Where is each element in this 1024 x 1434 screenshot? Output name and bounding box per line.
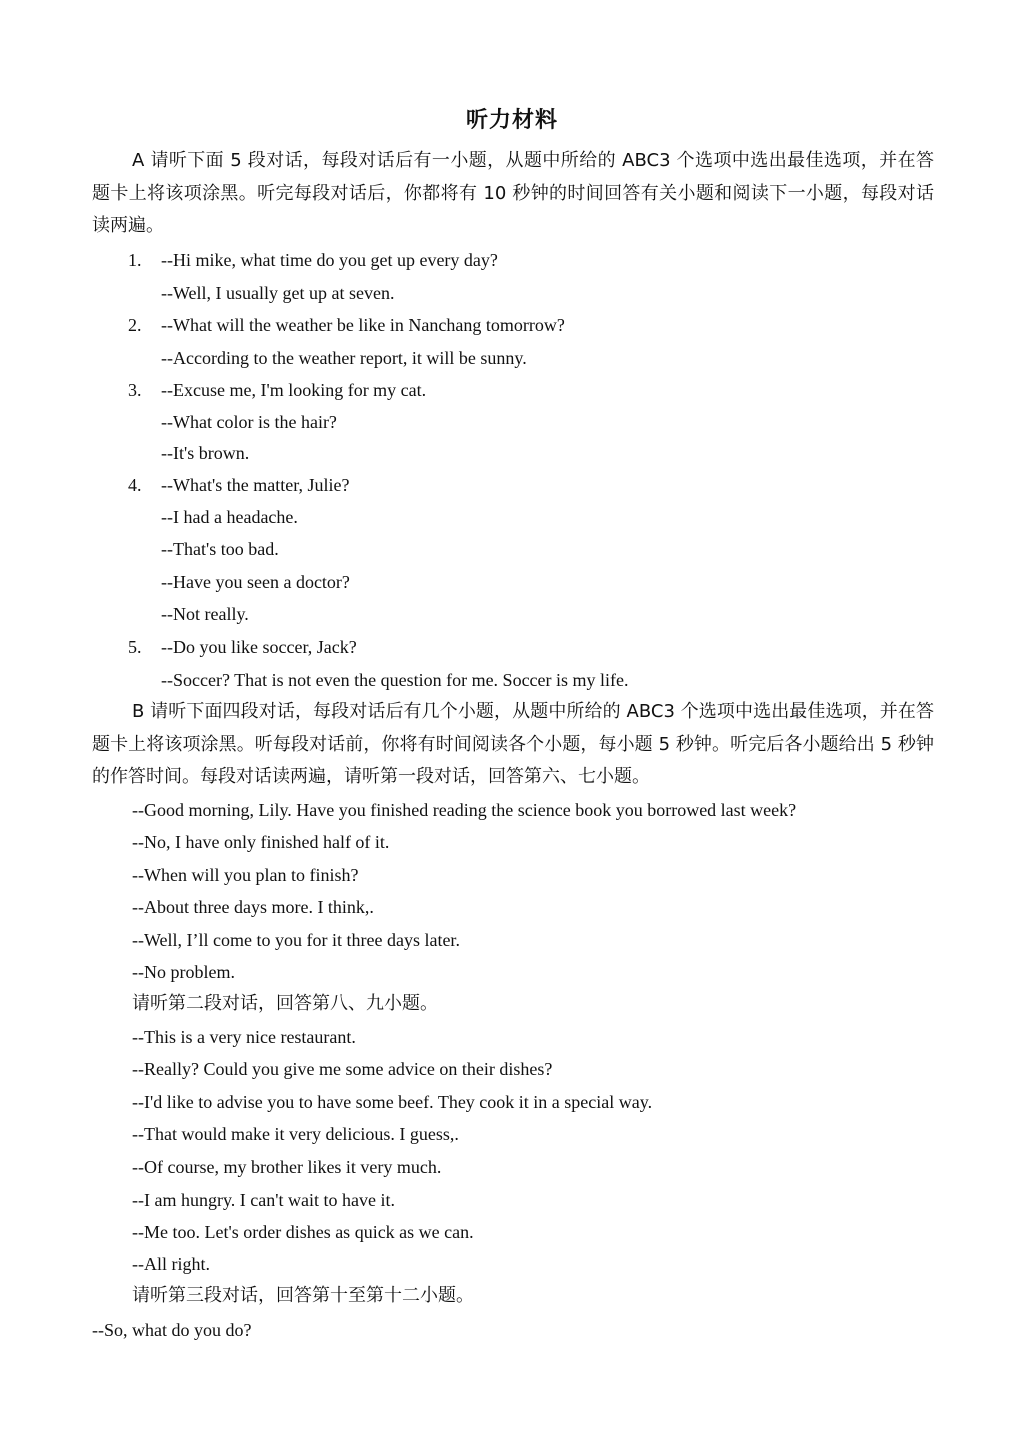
page-title: 听力材料 [465,107,558,133]
dialogue-line: --All right. [132,1254,210,1274]
dialogue-line: --That's too bad. [161,539,279,559]
dialogue-line: --This is a very nice restaurant. [132,1027,356,1047]
dialogue-line: --No, I have only finished half of it. [132,832,390,852]
dialogue-line: --According to the weather report, it will be sunny. [161,348,527,368]
dialogue-line: --That would make it very delicious. I guess,. [132,1124,459,1144]
dialogue-line: --What will the weather be like in Nanchang tomorrow? [161,315,565,335]
item-number: 1. [128,250,142,270]
dialogue-line: --What's the matter, Julie? [161,475,350,495]
dialogue-line: --Good morning, Lily. Have you finished reading the science book you borrowed last week? [132,800,797,820]
dialogue-line: --Well, I usually get up at seven. [161,283,395,303]
dialogue-heading: 请听第三段对话，回答第十至第十二小题。 [132,1285,474,1306]
dialogue-line: --Me too. Let's order dishes as quick as we can. [132,1222,474,1242]
dialogue-line: --When will you plan to finish? [132,865,359,885]
item-number: 2. [128,315,142,335]
dialogue-line: --Hi mike, what time do you get up every day? [161,250,498,270]
item-number: 3. [128,380,142,400]
dialogue-line: --About three days more. I think,. [132,897,374,917]
dialogue-line: --Of course, my brother likes it very much. [132,1157,442,1177]
dialogue-line: --It's brown. [161,443,250,463]
dialogue-heading: 请听第二段对话，回答第八、九小题。 [132,993,438,1014]
section-b-instructions: B 请听下面四段对话，每段对话后有几个小题，从题中所给的 ABC3 个选项中选出最佳选项，并在答题卡上将该项涂黑。听每段对话前，你将有时间阅读各个小题，每小题 5 秒钟。听完后各小题给出 5 秒钟的作答时间。每段对话读两遍，请听第一段对话，回答第六、七小题。 [92,701,934,787]
dialogue-line: --What color is the hair? [161,412,337,432]
dialogue-line: --Excuse me, I'm looking for my cat. [161,380,427,400]
dialogue-line: --Really? Could you give me some advice on their dishes? [132,1059,553,1079]
section-a-instructions: A 请听下面 5 段对话，每段对话后有一小题，从题中所给的 ABC3 个选项中选出最佳选项，并在答题卡上将该项涂黑。听完每段对话后，你都将有 10 秒钟的时间回答有关小题和阅读下一小题，每段对话读两遍。 [92,150,934,236]
item-number: 5. [128,637,142,657]
item-number: 4. [128,475,142,495]
dialogue-line: --I had a headache. [161,507,298,527]
dialogue-line: --Not really. [161,604,249,624]
dialogue-line: --I am hungry. I can't wait to have it. [132,1190,395,1210]
dialogue-line: --Have you seen a doctor? [161,572,350,592]
dialogue-line: --I'd like to advise you to have some beef. They cook it in a special way. [132,1092,653,1112]
dialogue-line: --So, what do you do? [92,1320,252,1340]
dialogue-line: --Do you like soccer, Jack? [161,637,357,657]
dialogue-line: --Soccer? That is not even the question for me. Soccer is my life. [161,670,629,690]
dialogue-line: --Well, I’ll come to you for it three days later. [132,930,460,950]
dialogue-line: --No problem. [132,962,235,982]
